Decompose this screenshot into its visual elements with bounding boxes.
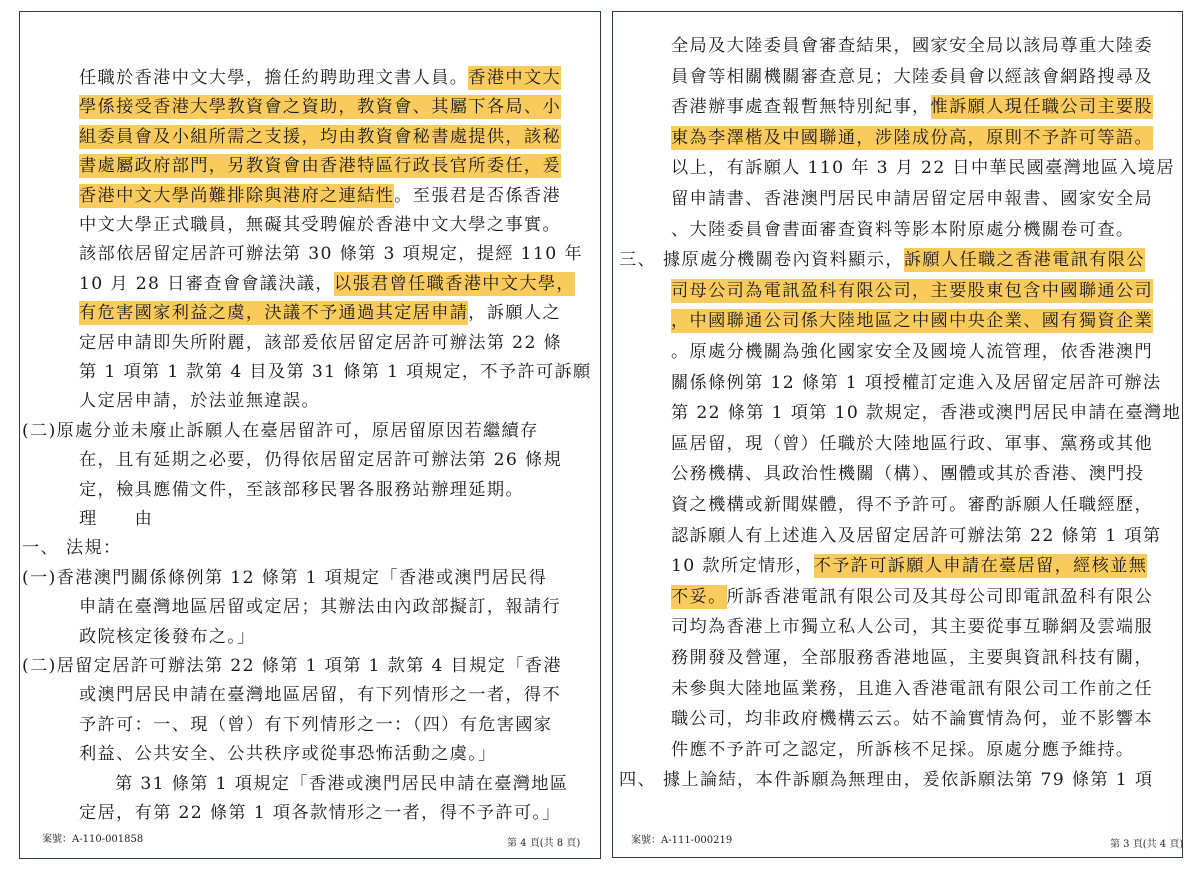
- text-line: [671, 615, 1153, 639]
- highlighted-text: 以張君曾任職香港中文大學，: [333, 273, 575, 294]
- highlighted-text: 惟訴願人現任職公司主要股: [930, 97, 1153, 118]
- text-line: [671, 65, 1153, 89]
- line-text: 四、 據上論結，本件訴願為無理由，爰依訴願法第 79 條第 1 項: [619, 770, 1154, 791]
- highlighted-text: 組委員會及小組所需之支援，均由教資會秘書處提供，該秘: [79, 126, 561, 147]
- line-text: 香港辦事處查報暫無特別紀事，: [671, 97, 931, 118]
- text-line: [115, 772, 568, 796]
- text-line: [79, 389, 320, 413]
- text-line: [671, 462, 1144, 486]
- line-text: 司均為香港上市獨立私人公司，其主要從事互聯網及雲端服: [671, 617, 1153, 638]
- line-text: 、大陸委員會書面審查資料等影本附原處分機關卷可查。: [671, 219, 1135, 240]
- line-text: 關係條例第 12 條第 1 項授權訂定進入及居留定居許可辦法: [671, 372, 1162, 393]
- line-text: 10 月 28 日審查會會議決議，: [79, 273, 334, 294]
- text-line: [671, 34, 1153, 58]
- document-page-left: [19, 11, 601, 859]
- line-text: 定居申請即失所附麗，該部爰依居留定居許可辦法第 22 條: [79, 332, 563, 353]
- line-text: 政院核定後發布之。」: [79, 626, 256, 647]
- text-line: [79, 184, 561, 208]
- text-line: [671, 309, 1153, 333]
- text-line: [79, 595, 561, 619]
- line-text: 資之機構或新聞媒體，得不予許可。審酌訴願人任職經歷，: [671, 495, 1153, 515]
- text-line: [22, 566, 547, 590]
- highlighted-text: 書處屬政府部門，另教資會由香港特區行政長官所委任，爰: [79, 156, 561, 177]
- line-text: ，訴願人之: [468, 303, 561, 324]
- text-line: [671, 677, 1153, 701]
- line-text: 公務機構、具政治性機關（構）、團體或其於香港、澳門投: [671, 464, 1145, 485]
- line-text: 中文大學正式職員，無礙其受聘僱於香港中文大學之事實。: [79, 215, 561, 235]
- text-line: [671, 585, 1153, 609]
- line-text: 職公司，均非政府機構云云。姑不論實情為何，並不影響本: [671, 709, 1153, 730]
- line-text: 利益、公共安全、公共秩序或從事恐怖活動之虞。」: [79, 744, 497, 765]
- line-text: 一、 法規：: [22, 538, 122, 559]
- highlighted-text: 有危害國家利益之虞，決議不予通過其定居申請: [79, 303, 469, 324]
- line-text: 未參與大陸地區業務，且進入香港電訊有限公司工作前之任: [671, 678, 1153, 699]
- line-text: 員會等相關機關審查意見；大陸委員會以經該會網路搜尋及: [671, 66, 1153, 87]
- line-text: 或澳門居民申請在臺灣地區居留，有下列情形之一者，得不: [79, 685, 561, 706]
- line-text: 理 由: [79, 509, 154, 529]
- line-text: 。至張君是否係香港: [394, 185, 561, 206]
- line-text: 予許可：一、現（曾）有下列情形之一：（四）有危害國家: [79, 714, 553, 735]
- case-number: 案號：A-111-000219: [631, 835, 733, 846]
- text-line: [671, 95, 1153, 119]
- text-line: [79, 213, 561, 237]
- text-line: [79, 154, 561, 178]
- line-text: 全局及大陸委員會審查結果，國家安全局以該局尊重大陸委: [671, 36, 1153, 56]
- text-line: [79, 801, 561, 825]
- line-text: 第 31 條第 1 項規定「香港或澳門居民申請在臺灣地區: [115, 773, 569, 794]
- text-line: [671, 554, 1147, 578]
- text-line: [79, 95, 561, 119]
- highlighted-text: 學係接受香港大學教資會之資助，教資會、其屬下各局、小: [79, 97, 561, 118]
- text-line: [671, 646, 1153, 670]
- highlighted-text: 東為李澤楷及中國聯通，涉陸成份高，原則不予許可等語。: [671, 127, 1153, 148]
- line-text: 定居，有第 22 條第 1 項各款情形之一者，得不予許可。」: [79, 803, 561, 823]
- text-line: [671, 218, 1134, 242]
- line-text: 認訴願人有上述進入及居留定居許可辦法第 22 條第 1 項第: [671, 525, 1162, 546]
- line-text: 第 1 項第 1 款第 4 目及第 31 條第 1 項規定，不予許可訴願: [79, 362, 592, 382]
- highlighted-text: ，中國聯通公司係大陸地區之中國中央企業、國有獨資企業: [671, 311, 1153, 332]
- line-text: (二)原處分並未廢止訴願人在臺居留許可，原居留原因若繼續存: [22, 420, 539, 441]
- line-text: 第 22 條第 1 項第 10 款規定，香港或澳門居民申請在臺灣地: [671, 403, 1182, 424]
- text-line: [79, 360, 592, 384]
- text-line: [671, 187, 1153, 211]
- text-line: [671, 738, 1134, 762]
- text-line: [79, 242, 583, 266]
- highlighted-text: 不妥。: [671, 586, 727, 607]
- highlighted-text: 司母公司為電訊盈科有限公司，主要股東包含中國聯通公司: [671, 280, 1153, 301]
- text-line: [671, 524, 1161, 548]
- text-line: [619, 768, 1153, 792]
- page-number: 第 3 頁(共 4 頁): [1110, 839, 1184, 850]
- text-line: [671, 279, 1153, 303]
- text-line: [22, 654, 562, 678]
- line-text: 。原處分機關為強化國家安全及國境人流管理，依香港澳門: [671, 342, 1153, 362]
- line-text: 所訴香港電訊有限公司及其母公司即電訊盈科有限公: [726, 586, 1153, 607]
- line-text: 人定居申請，於法並無違誤。: [79, 391, 320, 412]
- line-text: 10 款所定情形，: [671, 556, 814, 577]
- text-line: [79, 713, 552, 737]
- text-line: [671, 432, 1153, 456]
- line-text: 該部依居留定居許可辦法第 30 條第 3 項規定，提經 110 年: [79, 244, 583, 265]
- highlighted-text: 香港中文大學尚難排除與港府之連結性: [79, 185, 395, 206]
- text-line: [79, 448, 562, 472]
- text-line: [79, 507, 153, 531]
- text-line: [79, 66, 561, 90]
- text-line: [79, 301, 561, 325]
- text-line: [671, 156, 1175, 180]
- text-line: [79, 272, 575, 296]
- text-line: [671, 493, 1153, 517]
- text-line: [79, 125, 561, 149]
- line-text: 件應不予許可之認定，所訴核不足採。原處分應予維持。: [671, 739, 1135, 760]
- text-line: [671, 371, 1161, 395]
- line-text: (一)香港澳門關係條例第 12 條第 1 項規定「香港或澳門居民得: [22, 567, 548, 588]
- page-number: 第 4 頁(共 8 頁): [507, 838, 581, 849]
- line-text: 三、 據原處分機關卷內資料顯示，: [619, 250, 904, 271]
- text-line: [671, 401, 1181, 425]
- line-text: 以上，有訴願人 110 年 3 月 22 日中華民國臺灣地區入境居: [671, 158, 1175, 179]
- line-text: 定，檢具應備文件，至該部移民署各服務站辦理延期。: [79, 479, 524, 500]
- line-text: 區居留，現（曾）任職於大陸地區行政、軍事、黨務或其他: [671, 433, 1153, 454]
- document-page-right: [612, 11, 1183, 858]
- text-line: [671, 707, 1153, 731]
- line-text: (二)居留定居許可辦法第 22 條第 1 項第 1 款第 4 目規定「香港: [22, 656, 562, 676]
- text-line: [79, 478, 524, 502]
- text-line: [671, 340, 1153, 364]
- highlighted-text: 訴願人任職之香港電訊有限公: [903, 250, 1145, 271]
- text-line: [671, 126, 1153, 150]
- text-line: [79, 742, 497, 766]
- line-text: 留申請書、香港澳門居民申請居留定居申報書、國家安全局: [671, 189, 1153, 209]
- line-text: 申請在臺灣地區居留或定居；其辦法由內政部擬訂，報請行: [79, 597, 561, 618]
- line-text: 務開發及營運，全部服務香港地區，主要與資訊科技有關，: [671, 648, 1153, 668]
- text-line: [22, 536, 122, 560]
- text-line: [79, 331, 562, 355]
- line-text: 在，且有延期之必要，仍得依居留定居許可辦法第 26 條規: [79, 450, 563, 471]
- text-line: [22, 419, 539, 443]
- highlighted-text: 不予許可訴願人申請在臺居留，經核並無: [813, 556, 1148, 577]
- text-line: [619, 248, 1145, 272]
- text-line: [79, 625, 256, 649]
- line-text: 任職於香港中文大學，擔任約聘助理文書人員。: [79, 68, 469, 88]
- case-number: 案號：A-110-001858: [42, 834, 144, 845]
- text-line: [79, 683, 561, 707]
- highlighted-text: 香港中文大: [468, 68, 561, 88]
